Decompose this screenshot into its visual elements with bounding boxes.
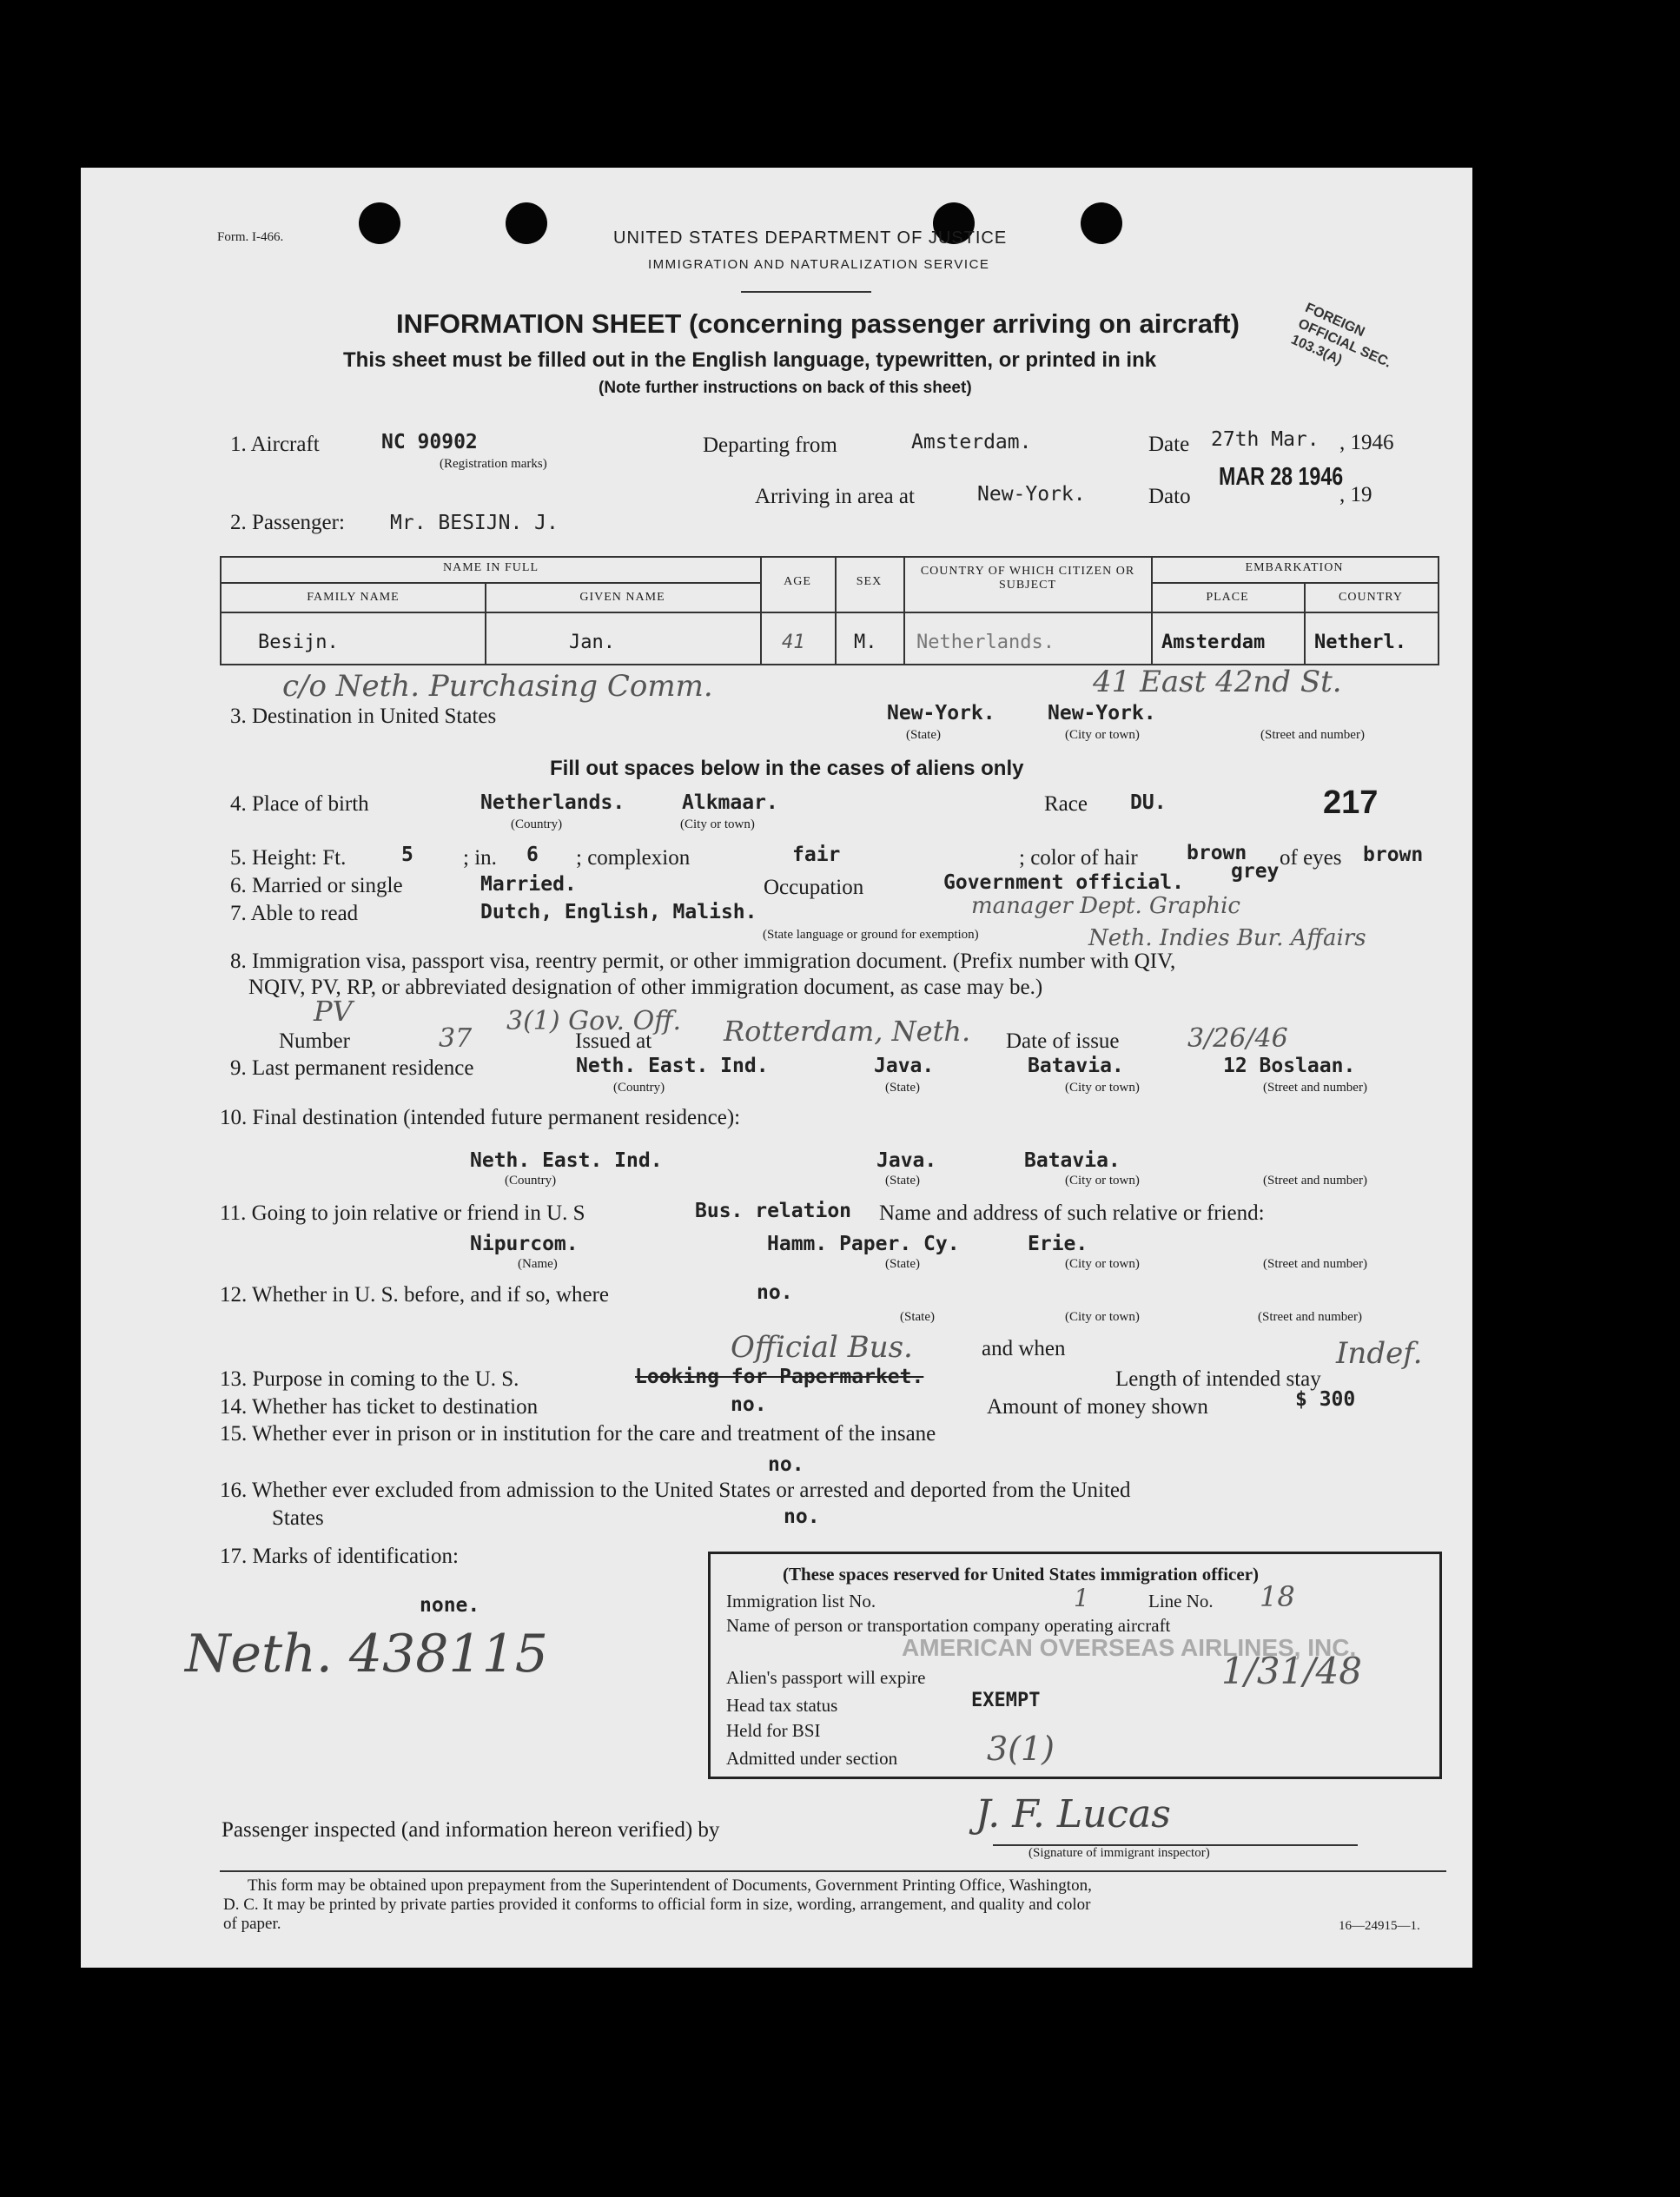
visa-label-line2: NQIV, PV, RP, or abbreviated designation of other immigration document, as case may be.) [248,976,1043,999]
city-caption: (City or town) [680,817,755,831]
join-label: 11. Going to join relative or friend in U. S [220,1201,585,1225]
passenger-table [220,556,1439,665]
residence-state: Java. [874,1055,935,1077]
visa-number: 37 [439,1023,473,1054]
inspector-signature: J. F. Lucas [976,1792,1171,1836]
visa-section-handwritten: 3(1) Gov. Off. [506,1006,681,1036]
operator-label: Name of person or transportation company operating aircraft [726,1615,1171,1636]
signature-caption: (Signature of immigrant inspector) [1029,1846,1210,1860]
marks-label: 17. Marks of identification: [220,1545,459,1568]
birth-city: Alkmaar. [682,791,778,814]
age-header: AGE [784,575,811,588]
arrival-date-stamp: MAR 28 1946 [1219,463,1344,491]
line-value: 18 [1260,1580,1295,1613]
passenger-value: Mr. BESIJN. J. [390,512,559,534]
join-name: Nipurcom. [470,1233,579,1255]
height-feet: 5 [401,844,413,866]
date-issue-value: 3/26/46 [1187,1023,1288,1054]
date-label: Date [1148,433,1190,456]
final-city: Batavia. [1024,1149,1121,1172]
residence-label: 9. Last permanent residence [230,1056,474,1080]
ticket-value: no. [731,1393,767,1416]
street-caption: (Street and number) [1263,1257,1367,1271]
money-label: Amount of money shown [987,1395,1208,1419]
document-page [81,168,1472,1968]
birth-label: 4. Place of birth [230,792,369,816]
registration-caption: (Registration marks) [440,457,547,471]
footer-line1: This form may be obtained upon prepayment from the Superintendent of Documents, Government Printing Office, Washington, [248,1876,1092,1895]
destination-city: New-York. [1048,702,1156,725]
section-label: Admitted under section [726,1748,898,1769]
join-state: Hamm. Paper. Cy. [767,1233,960,1255]
marks-handwritten: Neth. 438115 [185,1624,548,1684]
country-citizen-header: COUNTRY OF WHICH CITIZEN OR SUBJECT [920,565,1135,592]
marks-value: none. [420,1594,480,1617]
final-state: Java. [876,1149,937,1172]
excluded-value: no. [784,1505,820,1528]
department-title: UNITED STATES DEPARTMENT OF JUSTICE [613,228,1008,248]
page-note: (Note further instructions on back of this sheet) [599,379,972,397]
money-value: $ 300 [1295,1388,1356,1411]
punch-hole [359,202,400,244]
given-name-cell: Jan. [569,632,615,653]
place-header: PLACE [1206,591,1249,604]
complexion-label: ; complexion [576,846,691,870]
destination-handwritten: c/o Neth. Purchasing Comm. [282,669,713,704]
join-typed: Bus. relation [695,1200,852,1222]
expire-label: Alien's passport will expire [726,1667,926,1688]
street-caption: (Street and number) [1263,1174,1367,1188]
country-header: COUNTRY [1339,591,1403,604]
list-value: 1 [1074,1584,1089,1612]
city-caption: (City or town) [1065,1257,1140,1271]
dato-label: Dato [1148,485,1191,508]
family-name-header: FAMILY NAME [307,591,400,604]
complexion-value: fair [792,844,841,866]
before-label: 12. Whether in U. S. before, and if so, where [220,1283,610,1307]
punch-hole [1081,202,1122,244]
country-caption: (Country) [613,1081,665,1095]
prison-label: 15. Whether ever in prison or in institution for the care and treatment of the insane [220,1422,936,1446]
embarkation-country-cell: Netherl. [1314,632,1406,653]
dato-year: , 19 [1339,483,1372,506]
married-label: 6. Married or single [230,874,403,897]
issued-place-handwritten: Rotterdam, Neth. [724,1015,971,1048]
city-caption: (City or town) [1065,1310,1140,1324]
name-caption: (Name) [518,1257,558,1271]
read-label: 7. Able to read [230,902,359,925]
issued-label: Issued at [575,1029,652,1053]
street-caption: (Street and number) [1258,1310,1362,1324]
join-city: Erie. [1028,1233,1088,1255]
ticket-label: 14. Whether has ticket to destination [220,1395,539,1419]
state-caption: (State) [885,1174,920,1188]
city-caption: (City or town) [1065,1174,1140,1188]
stamp-number: 217 [1323,784,1379,821]
arriving-label: Arriving in area at [755,485,915,508]
section-value: 3(1) [987,1730,1055,1768]
bsi-label: Held for BSI [726,1720,821,1741]
street-caption: (Street and number) [1260,728,1365,742]
read-value: Dutch, English, Malish. [480,901,757,923]
departing-value: Amsterdam. [911,431,1032,453]
citizen-cell: Netherlands. [916,632,1055,653]
officer-box-heading: (These spaces reserved for United States immigration officer) [783,1564,1260,1585]
hair-value: brown [1187,842,1247,864]
before-value: no. [757,1281,793,1304]
prison-value: no. [768,1453,804,1476]
excluded-label-line1: 16. Whether ever excluded from admission to the United States or arrested and deported from the United [220,1479,1131,1502]
passenger-label: 2. Passenger: [230,511,345,534]
service-title: IMMIGRATION AND NATURALIZATION SERVICE [648,257,990,272]
tax-label: Head tax status [726,1695,838,1716]
family-name-cell: Besijn. [258,632,339,653]
country-caption: (Country) [511,817,563,831]
name-in-full-header: NAME IN FULL [443,561,539,574]
when-label: and when [982,1337,1066,1360]
visa-type-handwritten: PV [314,995,353,1028]
divider [741,291,871,293]
purpose-handwritten: Official Bus. [731,1330,913,1365]
birth-country: Netherlands. [480,791,625,814]
sex-cell: M. [854,632,877,653]
officer-reserved-box [708,1552,1442,1779]
stay-label: Length of intended stay [1115,1367,1321,1391]
join-label-b: Name and address of such relative or friend: [879,1201,1265,1225]
inspection-label: Passenger inspected (and information hereon verified) by [222,1818,720,1842]
purpose-typed: Looking for Papermarket. [635,1366,924,1388]
occupation-label: Occupation [764,876,864,899]
visa-label-line1: 8. Immigration visa, passport visa, reentry permit, or other immigration document. (Prefix number with QIV, [230,950,1176,973]
eyes-value: brown [1363,844,1424,866]
form-number: Form. I-466. [217,230,284,244]
excluded-label-line2: States [272,1506,324,1530]
page-title: INFORMATION SHEET (concerning passenger arriving on aircraft) [396,308,1240,339]
given-name-header: GIVEN NAME [579,591,665,604]
destination-state: New-York. [887,702,995,725]
eyes-label: of eyes [1280,846,1342,870]
residence-city: Batavia. [1028,1055,1124,1077]
city-caption: (City or town) [1065,728,1140,742]
date-issue-label: Date of issue [1006,1029,1120,1053]
city-caption: (City or town) [1065,1081,1140,1095]
expire-value: 1/31/48 [1221,1650,1362,1692]
punch-hole [506,202,547,244]
sex-header: SEX [856,575,883,588]
aliens-header: Fill out spaces below in the cases of aliens only [550,757,1024,780]
form-code: 16—24915—1. [1339,1919,1420,1933]
country-caption: (Country) [505,1174,557,1188]
age-cell: 41 [782,632,805,653]
height-inches: 6 [526,844,539,866]
inches-label: ; in. [463,846,497,870]
final-label: 10. Final destination (intended future permanent residence): [220,1106,741,1129]
occupation-handwritten: manager Dept. Graphic [971,893,1240,919]
race-value: DU. [1130,791,1167,814]
footer-line3: of paper. [223,1915,281,1933]
embarkation-header: EMBARKATION [1245,561,1344,574]
state-caption: (State) [900,1310,935,1324]
married-value: Married. [480,873,577,896]
height-label: 5. Height: Ft. [230,846,347,870]
foreign-official-stamp: FOREIGN OFFICIAL SEC. 103.3(A) [1288,301,1394,371]
read-handwritten: Neth. Indies Bur. Affairs [1088,925,1366,951]
read-caption: (State language or ground for exemption) [763,928,979,942]
page-subtitle: This sheet must be filled out in the English language, typewritten, or printed in ink [343,348,1157,372]
aircraft-value: NC 90902 [381,431,478,453]
residence-country: Neth. East. Ind. [576,1055,769,1077]
residence-street: 12 Boslaan. [1223,1055,1356,1077]
destination-label: 3. Destination in United States [230,705,497,728]
state-caption: (State) [885,1257,920,1271]
date-year: , 1946 [1339,431,1394,454]
operator-stamp: AMERICAN OVERSEAS AIRLINES, INC. [902,1634,1357,1661]
date-value: 27th Mar. [1211,428,1320,451]
embarkation-place-cell: Amsterdam [1161,632,1266,653]
hair-value-extra: grey [1231,860,1280,883]
state-caption: (State) [885,1081,920,1095]
footer-line2: D. C. It may be printed by private parties provided it conforms to official form in size, wording, arrangement, and quality and color [223,1896,1091,1914]
purpose-label: 13. Purpose in coming to the U. S. [220,1367,519,1391]
stay-handwritten: Indef. [1336,1336,1423,1371]
occupation-value: Government official. [943,871,1184,894]
number-label: Number [279,1029,350,1053]
tax-value: EXEMPT [971,1690,1041,1711]
state-caption: (State) [906,728,941,742]
hair-label: ; color of hair [1019,846,1138,870]
final-country: Neth. East. Ind. [470,1149,663,1172]
departing-label: Departing from [703,433,837,457]
aircraft-label: 1. Aircraft [230,433,320,456]
street-caption: (Street and number) [1263,1081,1367,1095]
arriving-value: New-York. [977,483,1086,506]
list-label: Immigration list No. [726,1591,876,1611]
line-label: Line No. [1148,1591,1214,1611]
race-label: Race [1044,792,1088,816]
destination-handwritten-street: 41 East 42nd St. [1093,665,1342,699]
